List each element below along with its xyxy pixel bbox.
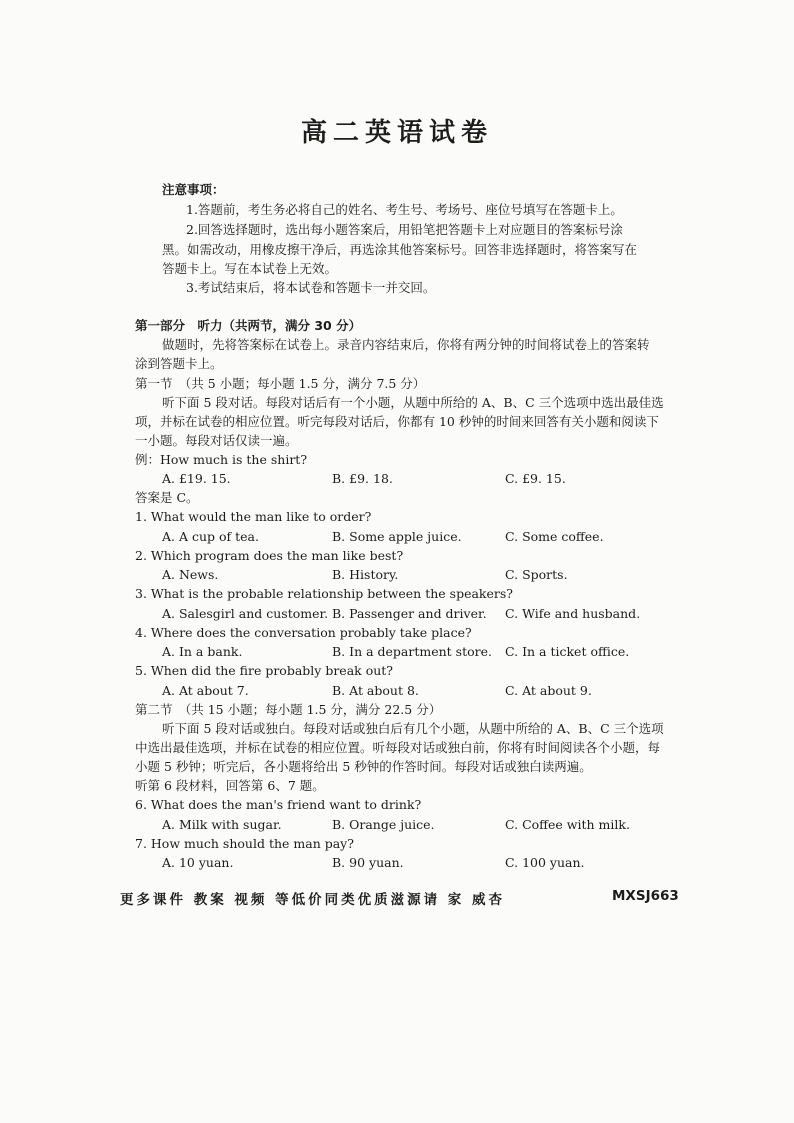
question-7-option-a: A. 10 yuan. (162, 855, 234, 870)
question-6: 6. What does the man's friend want to drink? (135, 797, 422, 812)
section2-instr-line-2: 中选出最佳选项，并标在试卷的相应位置。听每段对话或独白前，你将有时间阅读各个小题，每 (135, 740, 661, 755)
section1-heading: 第一节 （共 5 小题；每小题 1.5 分，满分 7.5 分） (135, 376, 426, 391)
exam-title: 高二英语试卷 (300, 118, 493, 148)
notice-item-1: 1.答题前，考生务必将自己的姓名、考生号、考场号、座位号填写在答题卡上。 (186, 202, 623, 217)
notice-item-2-line-2: 黑。如需改动，用橡皮擦干净后，再选涂其他答案标号。回答非选择题时，将答案写在 (162, 242, 638, 257)
question-1-option-c: C. Some coffee. (505, 529, 604, 544)
footer-promo: 更多课件 教案 视频 等低价同类优质滋源请 家 威杏 (120, 892, 505, 908)
notice-item-3: 3.考试结束后，将本试卷和答题卡一并交回。 (186, 280, 436, 295)
question-5-option-a: A. At about 7. (162, 683, 249, 698)
question-4-option-c: C. In a ticket office. (505, 644, 630, 659)
question-7-option-b: B. 90 yuan. (332, 855, 404, 870)
question-4: 4. Where does the conversation probably take place? (135, 625, 472, 640)
section2-instr-line-1: 听下面 5 段对话或独白。每段对话或独白后有几个小题，从题中所给的 A、B、C 三个选项 (162, 721, 664, 736)
question-1-option-b: B. Some apple juice. (332, 529, 462, 544)
part1-heading: 第一部分 听力（共两节，满分 30 分） (135, 318, 362, 333)
question-5-option-b: B. At about 8. (332, 683, 419, 698)
question-6-option-b: B. Orange juice. (332, 817, 435, 832)
question-2-option-b: B. History. (332, 567, 399, 582)
section1-instr-line-3: 一小题。每段对话仅读一遍。 (135, 433, 298, 448)
question-3-option-c: C. Wife and husband. (505, 606, 641, 621)
question-5-option-c: C. At about 9. (505, 683, 592, 698)
notice-item-2-line-3: 答题卡上。写在本试卷上无效。 (162, 261, 338, 276)
question-7: 7. How much should the man pay? (135, 836, 354, 851)
example-answer: 答案是 C。 (135, 490, 199, 505)
example-option-b: B. £9. 18. (332, 471, 393, 486)
question-6-option-c: C. Coffee with milk. (505, 817, 630, 832)
question-3: 3. What is the probable relationship between the speakers? (135, 586, 513, 601)
question-5: 5. When did the fire probably break out? (135, 663, 393, 678)
part1-intro-line-2: 涂到答题卡上。 (135, 356, 223, 371)
question-6-option-a: A. Milk with sugar. (162, 817, 282, 832)
section1-instr-line-1: 听下面 5 段对话。每段对话后有一个小题，从题中所给的 A、B、C 三个选项中选出最佳选 (162, 395, 664, 410)
footer-code: MXSJ663 (612, 888, 679, 904)
question-1: 1. What would the man like to order? (135, 509, 372, 524)
question-1-option-a: A. A cup of tea. (162, 529, 259, 544)
example-option-a: A. £19. 15. (162, 471, 231, 486)
question-3-option-a: A. Salesgirl and customer. (162, 606, 329, 621)
question-4-option-b: B. In a department store. (332, 644, 492, 659)
example-option-c: C. £9. 15. (505, 471, 566, 486)
question-3-option-b: B. Passenger and driver. (332, 606, 487, 621)
section1-instr-line-2: 项，并标在试卷的相应位置。听完每段对话后，你都有 10 秒钟的时间来回答有关小题和阅读下 (135, 414, 659, 429)
question-2-option-a: A. News. (162, 567, 219, 582)
notice-heading: 注意事项： (162, 182, 225, 197)
question-2: 2. Which program does the man like best? (135, 548, 404, 563)
section2-heading: 第二节 （共 15 小题；每小题 1.5 分，满分 22.5 分） (135, 702, 442, 717)
section2-instr-line-3: 小题 5 秒钟；听完后，各小题将给出 5 秒钟的作答时间。每段对话或独白读两遍。 (135, 759, 592, 774)
notice-item-2-line-1: 2.回答选择题时，选出每小题答案后，用铅笔把答题卡上对应题目的答案标号涂 (186, 222, 623, 237)
question-7-option-c: C. 100 yuan. (505, 855, 585, 870)
question-2-option-c: C. Sports. (505, 567, 568, 582)
part1-intro-line-1: 做题时，先将答案标在试卷上。录音内容结束后，你将有两分钟的时间将试卷上的答案转 (162, 337, 650, 352)
example-question: 例：How much is the shirt? (135, 452, 308, 467)
question-4-option-a: A. In a bank. (162, 644, 243, 659)
material-6-heading: 听第 6 段材料，回答第 6、7 题。 (135, 778, 325, 793)
